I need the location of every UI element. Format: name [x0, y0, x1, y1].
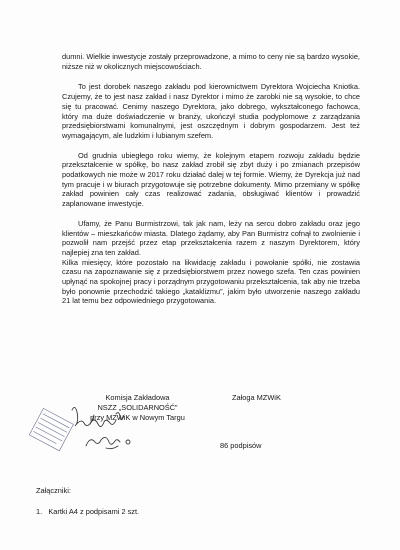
paragraph-1: dumni. Wielkie inwestycje zostały przeprowadzone, a mimo to ceny nie są bardzo wysokie, niższe niż w okolicznych miejscowościach. [62, 52, 360, 71]
letter-body [62, 52, 360, 316]
paragraph-2: To jest dorobek naszego zakładu pod kierownictwem Dyrektora Wojciecha Kniotka. Czujemy, że to jest nasz zakład i nasz Dyrektor i mimo że zarobki nie są wysokie, to chce się tu pracować. Cenimy naszego Dyrektora, jako dobrego, wykształconego fachowca, który ma duże doświadczenie w branży, ukończył studia podyplomowe z zarządzania przedsiębiorstwami komunalnymi, jest oszczędnym i dobrym gospodarzem. Jest też wymagającym, ale ludzkim i lubianym szefem. [62, 82, 360, 140]
attachment-item: 1. Kartki A4 z podpisami 2 szt. [36, 507, 140, 516]
committee-line-1: Komisja Zakładowa [105, 393, 170, 402]
attachments-heading: Załączniki: [36, 486, 71, 495]
paragraph-5: Kilka miesięcy, które pozostało na likwidację zakładu i powołanie spółki, nie zostawia czasu na zapoznawanie się z przedsiębiorstwem przez nowego szefa. Ten czas powinien upłynąć na spokojnej pracy i porządnym przygotowaniu przekształcenia, tak aby nie trzeba było ponownie przechodzić takiego „kataklizmu”, jakim było utworzenie naszego zakładu 21 lat temu bez odpowiedniego przygotowania. [62, 257, 360, 306]
committee-line-3: przy MZWiK w Nowym Targu [90, 413, 185, 422]
signature-count: 86 podpisów [220, 441, 262, 450]
union-stamp [29, 408, 73, 450]
paragraph-3: Od grudnia ubiegłego roku wiemy, że kolejnym etapem rozwoju zakładu będzie przekształcenie w spółkę, bo nasz zakład zrobił się zbyt duży i po zmianach przepisów podatkowych nie może w 2017 roku działać dalej w tej formie. Wiemy, że Dyrekcja już nad tym pracuje i w biurach przygotowuje się potrzebne dokumenty. Mimo przemiany w spółkę zakład powinien cały czas realizować zadania, obsługiwać klientów i prowadzić zaplanowane inwestycje. [62, 150, 360, 209]
paragraph-4: Ufamy, że Panu Burmistrzowi, tak jak nam, leży na sercu dobro zakładu oraz jego klientów – mieszkańców miasta. Dlatego żądamy, aby Pan Burmistrz cofnął to zwolnienie i pozwolił nam przejść przez etap przekształcenia razem z naszym Dyrektorem, który najlepiej zna ten zakład. [62, 218, 360, 257]
stamp-and-signatures-image [28, 402, 178, 462]
crew-signature-label: Załoga MZWiK [232, 393, 281, 402]
committee-line-2: NSZZ „SOLIDARNOŚĆ” [97, 403, 178, 412]
handwritten-signatures [72, 407, 130, 448]
